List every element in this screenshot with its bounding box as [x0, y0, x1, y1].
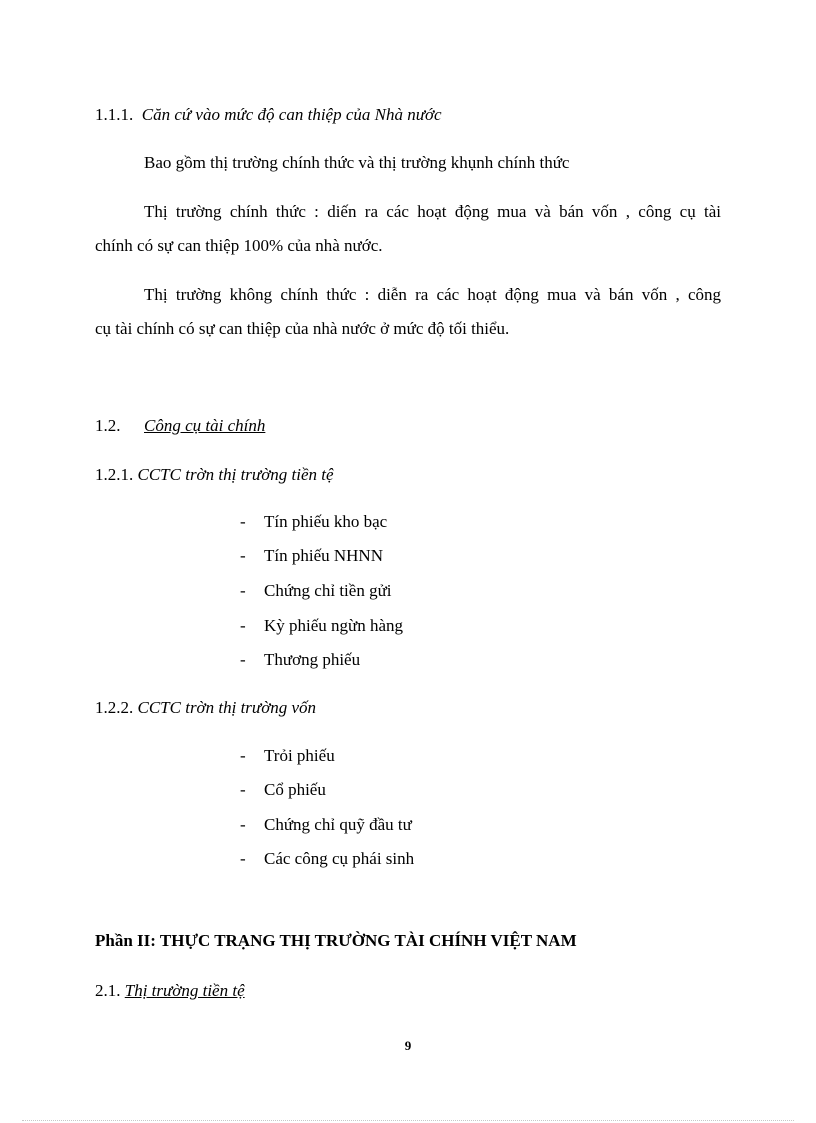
section-1-2-1-title: CCTC trờn thị trường tiền tệ: [137, 465, 334, 484]
list-item: Các công cụ phái sinh: [264, 849, 415, 868]
list-item-dash: -: [240, 581, 246, 600]
list-item-dash: -: [240, 546, 246, 565]
section-1-1-1-number: 1.1.1.: [95, 105, 134, 124]
list-item-dash: -: [240, 616, 246, 635]
list-item: Thương phiếu: [264, 650, 361, 669]
section-1-1-1-title: Căn cứ vào mức độ can thiệp của Nhà nước: [141, 105, 442, 124]
list-item: Tín phiếu kho bạc: [264, 512, 388, 531]
list-item: Trỏi phiếu: [264, 746, 335, 765]
section-2-1-title: Thị trường tiền tệ: [124, 981, 245, 1000]
list-item: Chứng chỉ quỹ đầu tư: [264, 815, 412, 834]
section-1-2-1-number: 1.2.1.: [95, 465, 134, 484]
paragraph-2-line-1: Thị trường chính thức : diến ra các hoạt động mua và bán vốn , công cụ tài: [144, 202, 721, 221]
section-1-2-1-heading: [95, 464, 334, 486]
list-item: Cổ phiếu: [264, 780, 326, 799]
list-item-dash: -: [240, 780, 246, 799]
list-item-dash: -: [240, 746, 246, 765]
list-item-dash: -: [240, 650, 246, 669]
section-1-1-1-heading: [95, 104, 442, 126]
section-1-2-heading: [95, 415, 121, 437]
section-1-2-2-number: 1.2.2.: [95, 698, 134, 717]
section-1-2-2-heading: [95, 697, 316, 719]
paragraph-3-line-2: cụ tài chính có sự can thiệp của nhà nước ở mức độ tối thiểu.: [95, 319, 510, 338]
part-2-heading: Phần II: THỰC TRẠNG THỊ TRƯỜNG TÀI CHÍNH VIỆT NAM: [95, 931, 577, 950]
list-item: Chứng chỉ tiền gửi: [264, 581, 392, 600]
list-item: Tín phiếu NHNN: [264, 546, 383, 565]
paragraph-2-line-2: chính có sự can thiệp 100% của nhà nước.: [95, 236, 383, 255]
section-1-2-2-title: CCTC trờn thị trường vốn: [137, 698, 317, 717]
section-1-2-number: 1.2.: [95, 416, 121, 435]
list-item-dash: -: [240, 512, 246, 531]
section-2-1-heading: [95, 980, 245, 1002]
list-item: Kỳ phiếu ngừn hàng: [264, 616, 404, 635]
footer-divider: [22, 1120, 794, 1121]
paragraph-3-line-1: Thị trường không chính thức : diễn ra các hoạt động mua và bán vốn , công: [144, 285, 721, 304]
page-number: 9: [404, 1038, 412, 1053]
section-1-2-title: Công cụ tài chính: [144, 416, 266, 435]
list-item-dash: -: [240, 815, 246, 834]
list-item-dash: -: [240, 849, 246, 868]
paragraph-1: Bao gồm thị trường chính thức và thị trường khụnh chính thức: [144, 153, 570, 172]
section-2-1-number: 2.1.: [95, 981, 121, 1000]
